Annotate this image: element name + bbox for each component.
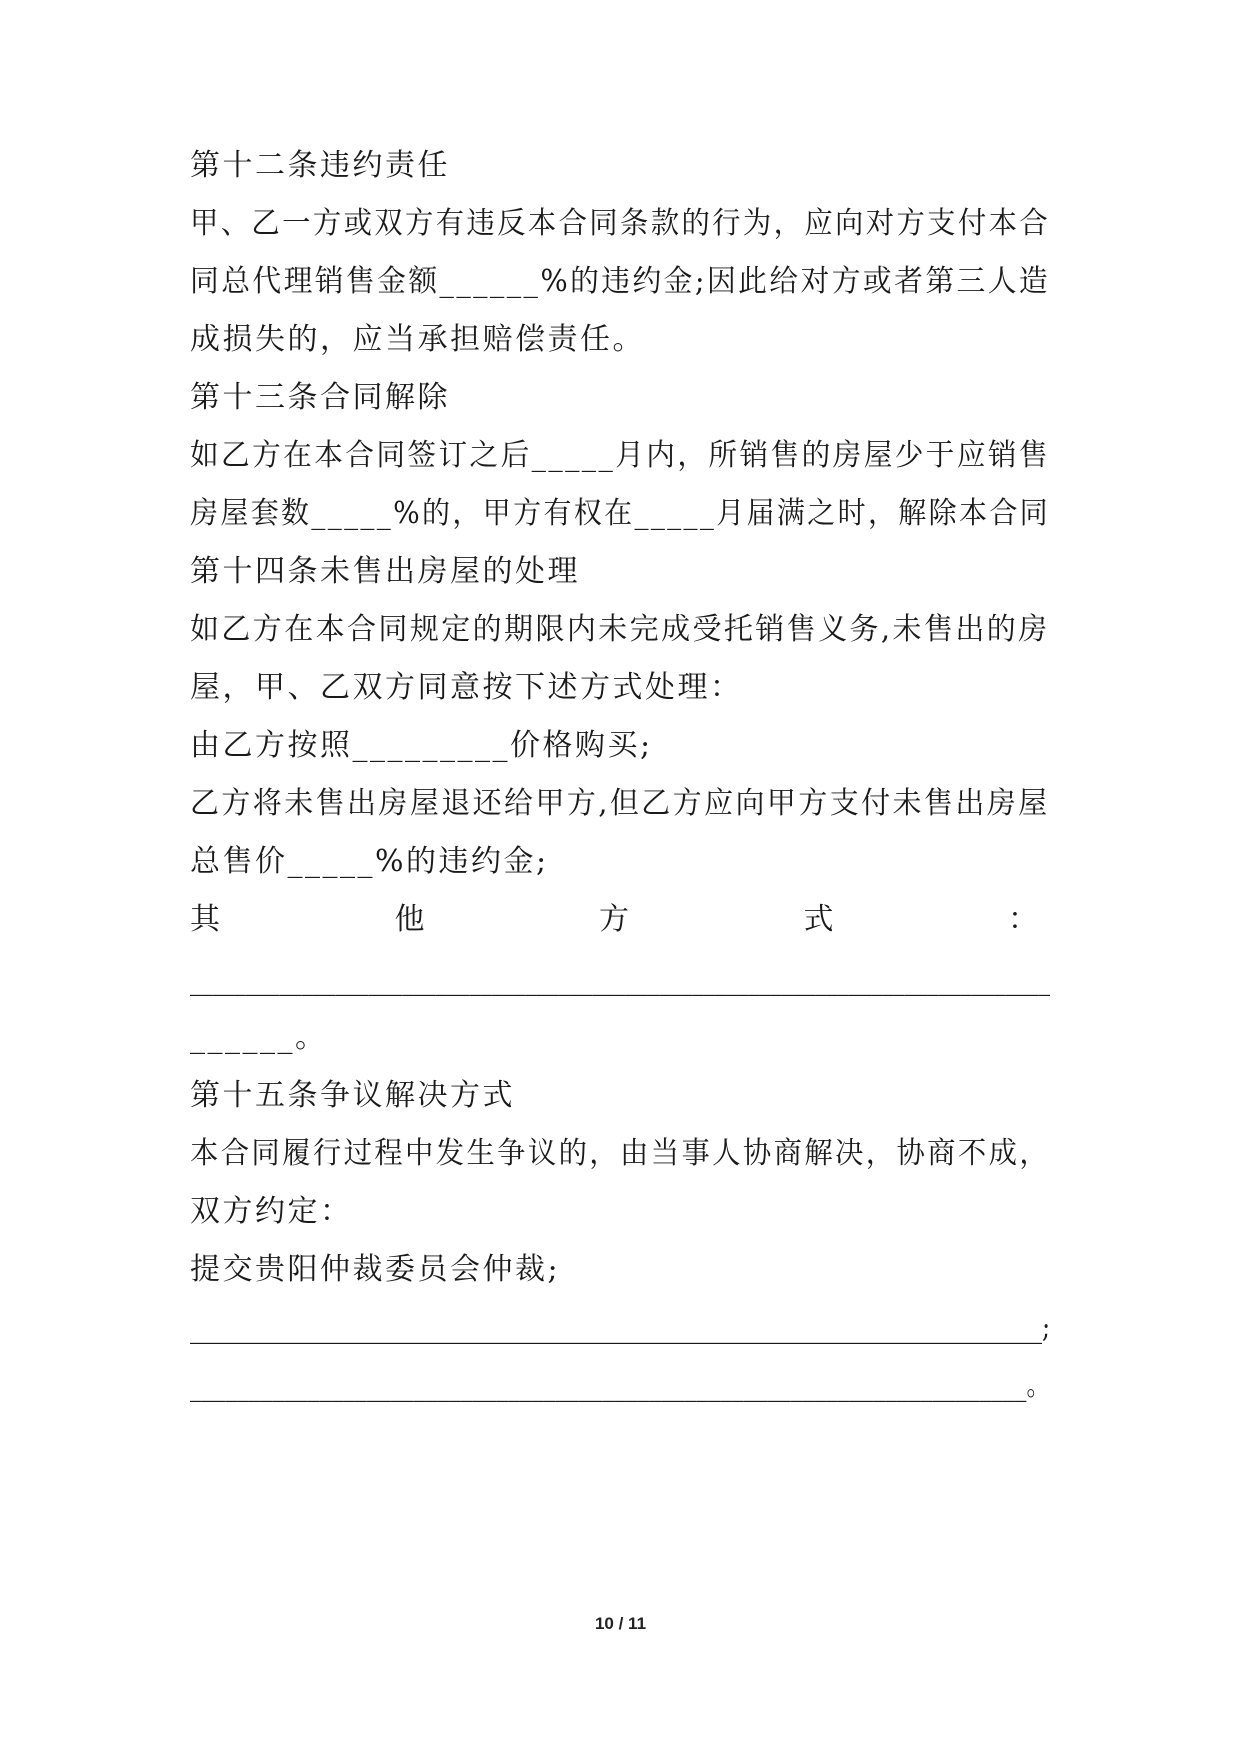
paragraph-line: 屋，甲、乙双方同意按下述方式处理： — [190, 670, 743, 705]
spread-char: 其 — [190, 902, 220, 937]
paragraph-line: 提交贵阳仲裁委员会仲裁; — [190, 1252, 561, 1287]
paragraph-line: 乙方将未售出房屋退还给甲方,但乙方应向甲方支付未售出房屋 — [190, 786, 1050, 821]
article-14-heading: 第十四条未售出房屋的处理 — [190, 554, 580, 589]
blank-fill-line: _____________________________________________________________________________ — [190, 962, 1051, 997]
blank-fill-line: ______。 — [190, 1020, 328, 1055]
paragraph-line: 双方约定： — [190, 1194, 353, 1229]
article-15-heading: 第十五条争议解决方式 — [190, 1078, 515, 1113]
spread-char: 式 — [803, 902, 834, 937]
paragraph-line: 成损失的，应当承担赔偿责任。 — [190, 322, 645, 357]
article-12-heading: 第十二条违约责任 — [190, 148, 450, 183]
blank-fill-line: _______________________________________________________________________。 — [190, 1368, 1051, 1403]
paragraph-line: 由乙方按照_________价格购买; — [190, 728, 653, 763]
page-number: 10 / 11 — [594, 1614, 647, 1633]
article-13-heading: 第十三条合同解除 — [190, 380, 450, 415]
spread-char: ： — [1008, 902, 1038, 937]
spread-char: 他 — [394, 902, 425, 937]
paragraph-line: 本合同履行过程中发生争议的，由当事人协商解决，协商不成， — [190, 1136, 1051, 1171]
paragraph-line: 甲、乙一方或双方有违反本合同条款的行为，应向对方支付本合 — [190, 206, 1051, 241]
paragraph-line: 总售价_____%的违约金; — [190, 844, 549, 879]
spread-char: 方 — [599, 902, 629, 937]
paragraph-line: 同总代理销售金额______%的违约金;因此给对方或者第三人造 — [190, 264, 1051, 299]
paragraph-line: 如乙方在本合同规定的期限内未完成受托销售义务,未售出的房 — [190, 612, 1050, 647]
paragraph-line: 如乙方在本合同签订之后_____月内，所销售的房屋少于应销售 — [190, 438, 1051, 473]
other-method-line — [190, 900, 1038, 940]
paragraph-line: 房屋套数_____%的，甲方有权在_____月届满之时，解除本合同 — [190, 496, 1051, 531]
blank-fill-line: _______________________________________________________________________; — [190, 1310, 1051, 1345]
